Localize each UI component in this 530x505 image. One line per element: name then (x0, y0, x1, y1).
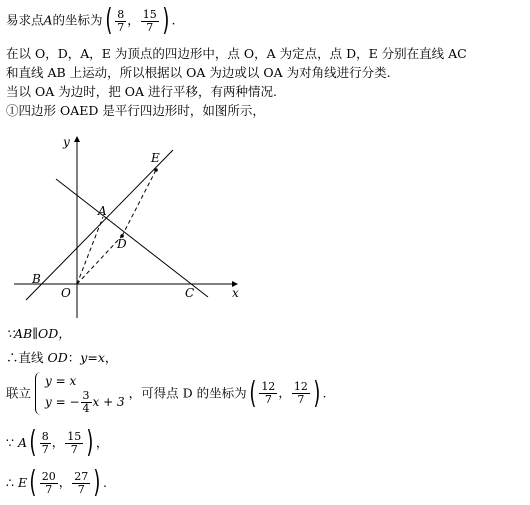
paragraph-line-4: 当以 OA 为边时，把 OA 进行平移，有两种情况. (6, 84, 277, 99)
brace-icon (35, 372, 42, 415)
fraction-dx: $\frac{12}{7}$ (261, 380, 276, 406)
segment-de (122, 170, 156, 236)
comma: ， (104, 350, 118, 365)
label-b: B (32, 272, 41, 286)
step-a-coords (6, 425, 109, 460)
comma: ， (278, 385, 291, 400)
label-d: D (117, 237, 127, 251)
text-prefix: 联立 (6, 385, 32, 401)
comma: ， (51, 434, 65, 450)
text-prefix: 易求点 (6, 12, 44, 28)
segment-od (77, 236, 122, 284)
point-a-label: A (43, 12, 53, 28)
left-paren: ( (29, 465, 37, 500)
equation-y-x: y=x (80, 350, 105, 365)
comma: ， (58, 474, 72, 490)
label-c: C (185, 286, 195, 300)
right-paren: ) (162, 3, 170, 38)
step-e-coords (6, 465, 107, 500)
period: . (103, 475, 107, 490)
text-prefix: ∴ (6, 475, 18, 490)
fraction-ax: $\frac{8}{7}$ (41, 429, 49, 456)
step-line-od (6, 350, 117, 366)
text-mid: ，可得点 D 的坐标为 (128, 385, 247, 401)
label-x: x (232, 286, 239, 300)
right-paren: ) (86, 425, 94, 460)
equation-2: y = − $\frac{3}{4}$ x + 3 (45, 389, 125, 415)
comma-end: ， (95, 435, 109, 450)
od-label: OD (47, 350, 68, 365)
segment-oa (77, 217, 103, 284)
label-o: O (61, 286, 71, 300)
text-prefix: ∴直线 (6, 350, 48, 365)
step-ab-parallel-od: ∵AB∥OD， (6, 326, 71, 341)
line-ac (56, 179, 208, 297)
equation-1: y = x (45, 374, 77, 388)
text-prefix: ∵ (6, 435, 18, 450)
left-paren: ( (29, 425, 37, 460)
comma: ， (127, 12, 140, 28)
colon: ： (67, 350, 81, 365)
right-paren: ) (93, 465, 101, 500)
fraction-ay: $\frac{15}{7}$ (142, 7, 157, 34)
paragraph-line-3: 和直线 AB 上运动，所以根据以 OA 为边或以 OA 为对角线进行分类. (6, 65, 391, 80)
label-a: A (98, 204, 107, 218)
left-paren: ( (104, 3, 112, 38)
right-paren: ) (313, 375, 321, 411)
paragraph-line-2: 在以 O，D，A，E 为顶点的四边形中，点 O，A 为定点，点 D，E 分别在直线 AC (6, 46, 467, 61)
label-y: y (63, 135, 70, 149)
point-e (154, 168, 158, 172)
fraction-3-4: $\frac{3}{4}$ (82, 389, 90, 415)
y-axis-arrow (74, 136, 80, 142)
fraction-ay: $\frac{15}{7}$ (67, 429, 82, 456)
fraction-dy: $\frac{12}{7}$ (293, 380, 308, 406)
point-a-label: A (17, 435, 27, 450)
fraction-ax: $\frac{8}{7}$ (117, 7, 125, 34)
point-e-label: E (17, 475, 28, 490)
period: . (322, 385, 327, 401)
paragraph-line-5: ①四边形 OAED 是平行四边形时，如图所示， (6, 103, 265, 118)
fraction-ex: $\frac{20}{7}$ (41, 469, 56, 496)
label-e: E (151, 151, 160, 165)
fraction-ey: $\frac{27}{7}$ (74, 469, 89, 496)
equation-system (35, 372, 125, 415)
text-suffix: 的坐标为 (52, 12, 103, 28)
left-paren: ( (248, 375, 256, 411)
step-system (6, 372, 327, 415)
period: . (171, 12, 176, 28)
